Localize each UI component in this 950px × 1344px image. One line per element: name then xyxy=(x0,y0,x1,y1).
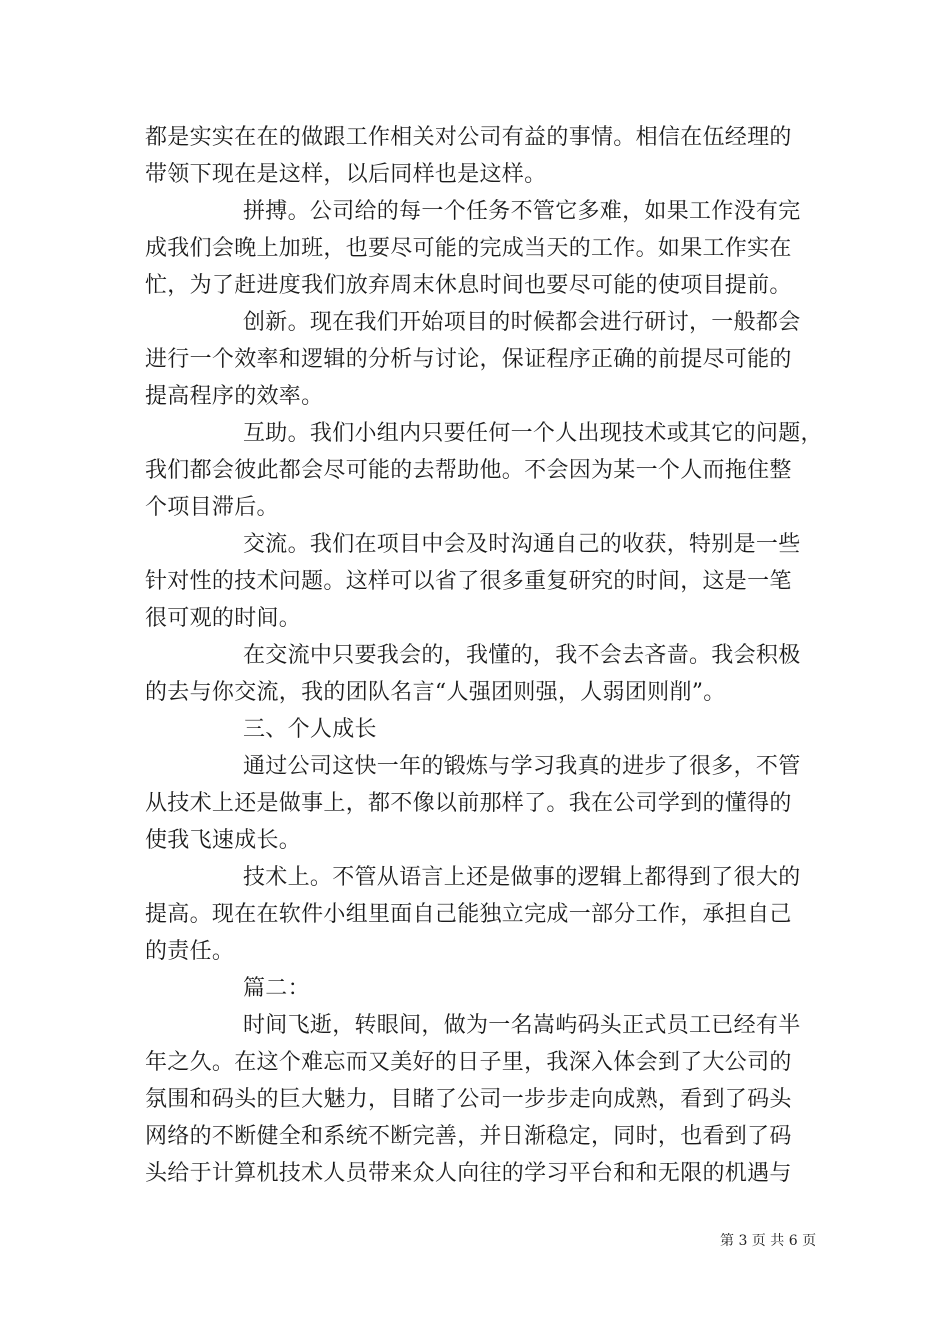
section-heading: 篇二： xyxy=(243,976,310,1001)
text-line: 都是实实在在的做跟工作相关对公司有益的事情。相信在伍经理的 xyxy=(145,125,792,150)
text-line: 提高。现在在软件小组里面自己能独立完成一部分工作，承担自己 xyxy=(145,902,792,927)
text-line: 头给于计算机技术人员带来众人向往的学习平台和和无限的机遇与 xyxy=(145,1161,792,1186)
text-line: 针对性的技术问题。这样可以省了很多重复研究的时间，这是一笔 xyxy=(145,569,792,594)
text-line: 进行一个效率和逻辑的分析与讨论，保证程序正确的前提尽可能的 xyxy=(145,347,792,372)
text-line: 时间飞逝，转眼间，做为一名嵩屿码头正式员工已经有半 xyxy=(243,1013,801,1038)
text-line: 忙，为了赶进度我们放弃周末休息时间也要尽可能的使项目提前。 xyxy=(145,273,792,298)
text-line: 从技术上还是做事上，都不像以前那样了。我在公司学到的懂得的 xyxy=(145,791,792,816)
text-line: 提高程序的效率。 xyxy=(145,384,324,409)
text-line: 很可观的时间。 xyxy=(145,606,302,631)
text-line: 成我们会晚上加班，也要尽可能的完成当天的工作。如果工作实在 xyxy=(145,236,792,261)
text-line: 的去与你交流，我的团队名言“人强团则强，人弱团则削”。 xyxy=(145,680,726,705)
text-line: 技术上。不管从语言上还是做事的逻辑上都得到了很大的 xyxy=(243,865,801,890)
text-line: 带领下现在是这样，以后同样也是这样。 xyxy=(145,162,547,187)
body-text xyxy=(145,119,823,1192)
text-line: 的责任。 xyxy=(145,939,235,964)
text-line: 我们都会彼此都会尽可能的去帮助他。不会因为某一个人而拖住整 xyxy=(145,458,792,483)
section-heading: 三、个人成长 xyxy=(243,717,377,742)
text-line: 交流。我们在项目中会及时沟通自己的收获，特别是一些 xyxy=(243,532,801,557)
text-line: 创新。现在我们开始项目的时候都会进行研讨，一般都会 xyxy=(243,310,801,335)
text-line: 年之久。在这个难忘而又美好的日子里，我深入体会到了大公司的 xyxy=(145,1050,792,1075)
text-line: 氛围和码头的巨大魅力，目睹了公司一步步走向成熟，看到了码头 xyxy=(145,1087,792,1112)
text-line: 使我飞速成长。 xyxy=(145,828,302,853)
text-line: 互助。我们小组内只要任何一个人出现技术或其它的问题， xyxy=(243,421,823,446)
text-line: 个项目滞后。 xyxy=(145,495,279,520)
text-line: 拼搏。公司给的每一个任务不管它多难，如果工作没有完 xyxy=(243,199,801,224)
page-number: 第 3 页 共 6 页 xyxy=(720,1233,817,1249)
text-line: 在交流中只要我会的，我懂的，我不会去吝啬。我会积极 xyxy=(243,643,801,668)
text-line: 通过公司这快一年的锻炼与学习我真的进步了很多，不管 xyxy=(243,754,801,779)
text-line: 网络的不断健全和系统不断完善，并日渐稳定，同时，也看到了码 xyxy=(145,1124,792,1149)
